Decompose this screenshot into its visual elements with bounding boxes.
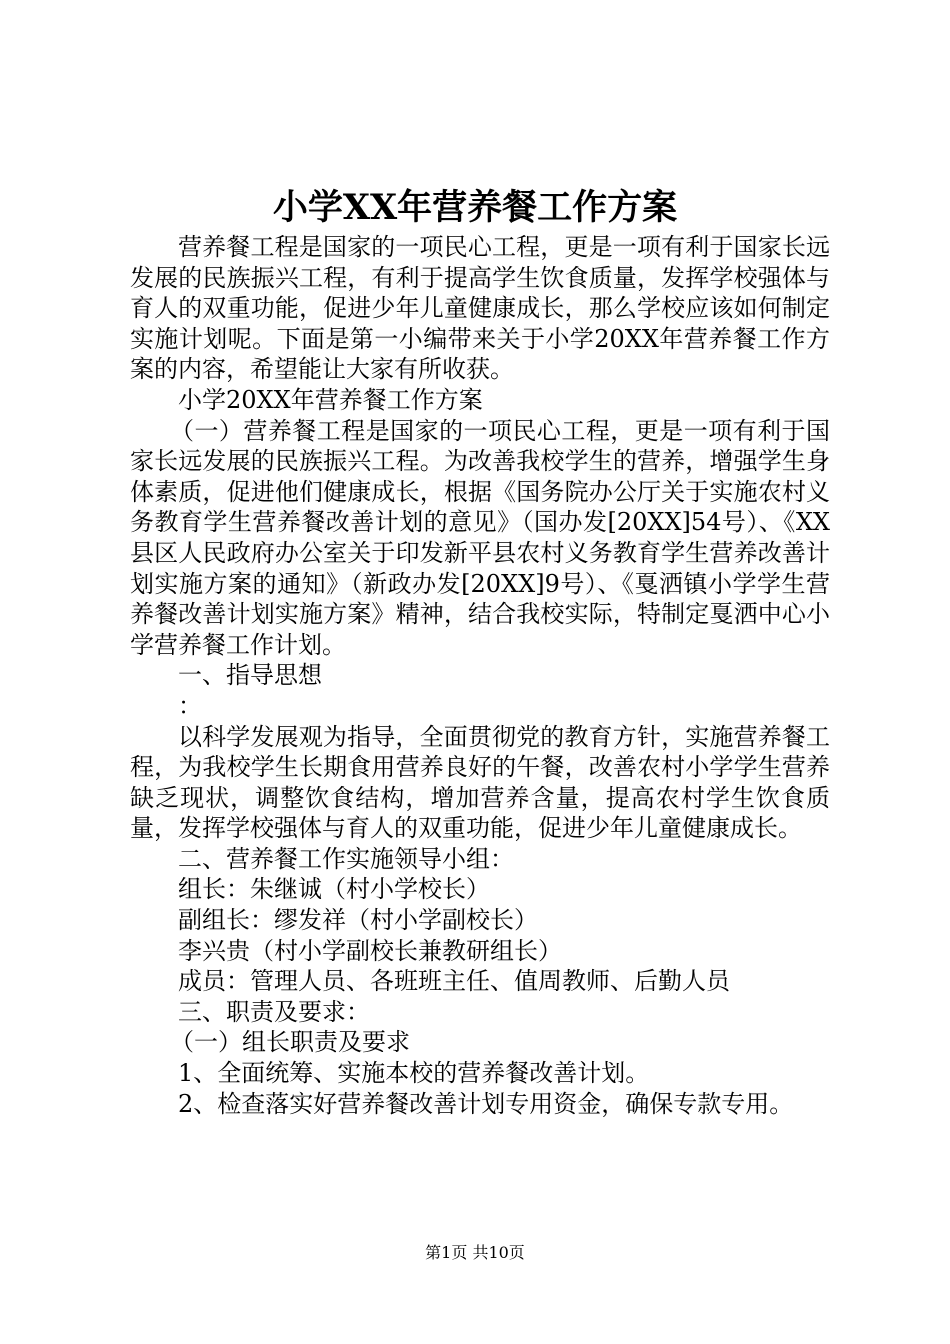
plan-heading: 小学20XX年营养餐工作方案 bbox=[178, 385, 483, 414]
document-title: 小学XX年营养餐工作方案 bbox=[272, 187, 678, 228]
guiding-thought-paragraph: 以科学发展观为指导，全面贯彻党的教育方针，实施营养餐工程，为我校学生长期食用营养良好的午餐，改善农村小学学生营养缺乏现状，调整饮食结构，增加营养含量，提高农村学生饮食质量，发挥学校强体与育人的双重功能，促进少年儿童健康成长。 bbox=[130, 722, 830, 843]
section-one-paragraph: （一）营养餐工程是国家的一项民心工程，更是一项有利于国家长远发展的民族振兴工程。为改善我校学生的营养，增强学生身体素质，促进他们健康成长，根据《国务院办公厅关于实施农村义务教育学生营养餐改善计划的意见》（国办发[20XX]54号）、《XX县区人民政府办公室关于印发新平县农村义务教育学生营养改善计划实施方案的通知》（新政办发[20XX]9号）、《戛洒镇小学学生营养餐改善计划实施方案》精神，结合我校实际，特制定戛洒中心小学营养餐工作计划。 bbox=[130, 416, 830, 659]
duty-item-2: 2、检查落实好营养餐改善计划专用资金，确保专款专用。 bbox=[178, 1089, 794, 1118]
intro-paragraph: 营养餐工程是国家的一项民心工程，更是一项有利于国家长远发展的民族振兴工程，有利于提高学生饮食质量，发挥学校强体与育人的双重功能，促进少年儿童健康成长，那么学校应该如何制定实施计划呢。下面是第一小编带来关于小学20XX年营养餐工作方案的内容，希望能让大家有所收获。 bbox=[130, 233, 830, 384]
deputy-leader-line-2: 李兴贵（村小学副校长兼教研组长） bbox=[178, 936, 562, 965]
group-leader-line: 组长：朱继诚（村小学校长） bbox=[178, 875, 490, 904]
deputy-leader-line: 副组长：缪发祥（村小学副校长） bbox=[178, 906, 538, 935]
leader-duties-heading: （一）组长职责及要求 bbox=[170, 1028, 410, 1057]
duties-heading: 三、职责及要求： bbox=[178, 997, 370, 1026]
members-line: 成员：管理人员、各班班主任、值周教师、后勤人员 bbox=[178, 967, 730, 996]
document-body bbox=[130, 232, 830, 1119]
guiding-thought-heading: 一、指导思想 bbox=[178, 661, 322, 690]
duty-item-1: 1、全面统筹、实施本校的营养餐改善计划。 bbox=[178, 1059, 650, 1088]
page-footer: 第1页 共10页 bbox=[425, 1243, 525, 1262]
colon-line: ： bbox=[178, 691, 202, 720]
leadership-group-heading: 二、营养餐工作实施领导小组： bbox=[178, 844, 514, 873]
